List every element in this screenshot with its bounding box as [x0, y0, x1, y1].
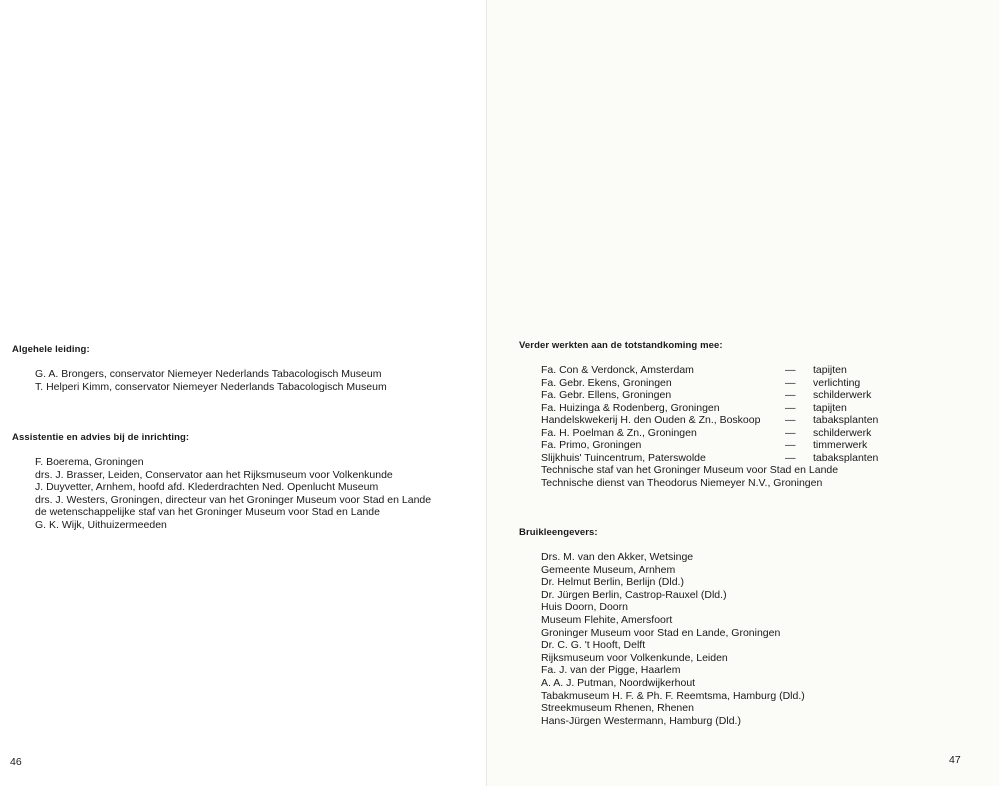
table-row — [541, 414, 760, 426]
list-item: Drs. M. van den Akker, Wetsinge — [541, 551, 694, 563]
list-item: Streekmuseum Rhenen, Rhenen — [541, 702, 694, 715]
heading-bruikleengevers: Bruikleengevers: — [519, 527, 598, 538]
list-item: drs. J. Westers, Groningen, directeur van het Groninger Museum voor Stad en Lande — [35, 493, 432, 506]
contributor-name: Fa. Gebr. Ekens, Groningen — [541, 376, 672, 389]
contributor-role: tabaksplanten — [813, 451, 879, 464]
contributor-name: Fa. H. Poelman & Zn., Groningen — [541, 426, 697, 439]
list-item: F. Boerema, Groningen — [35, 456, 144, 468]
heading-assistentie: Assistentie en advies bij de inrichting: — [12, 432, 190, 443]
page-number-left: 46 — [10, 756, 22, 768]
dash: — — [785, 439, 796, 451]
list-item: Huis Doorn, Doorn — [541, 601, 628, 614]
dash: — — [785, 401, 796, 414]
contributor-role: tapijten — [813, 401, 847, 414]
bruikleengevers-list — [541, 551, 805, 727]
verder-extra-lines — [541, 464, 838, 489]
dash: — — [785, 414, 796, 426]
list-item: Rijksmuseum voor Volkenkunde, Leiden — [541, 651, 728, 664]
list-item: T. Helperi Kimm, conservator Niemeyer Nederlands Tabacologisch Museum — [35, 380, 387, 393]
list-item: J. Duyvetter, Arnhem, hoofd afd. Klederdrachten Ned. Openlucht Museum — [35, 481, 379, 494]
list-item: drs. J. Brasser, Leiden, Conservator aan het Rijksmuseum voor Volkenkunde — [35, 468, 393, 481]
table-row — [541, 452, 706, 464]
contributor-name: Fa. Con & Verdonck, Amsterdam — [541, 364, 694, 376]
algehele-leiding-list — [35, 368, 387, 393]
left-page — [0, 0, 487, 786]
right-page — [487, 0, 999, 786]
list-item: Dr. Helmut Berlin, Berlijn (Dld.) — [541, 576, 684, 589]
contributor-role: tabaksplanten — [813, 414, 879, 426]
contributor-role: schilderwerk — [813, 389, 872, 401]
assistentie-list — [35, 456, 431, 532]
list-item: Museum Flehite, Amersfoort — [541, 613, 673, 626]
table-row — [541, 402, 720, 414]
list-item: Dr. Jürgen Berlin, Castrop-Rauxel (Dld.) — [541, 588, 727, 601]
table-row — [541, 377, 672, 389]
list-item: Hans-Jürgen Westermann, Hamburg (Dld.) — [541, 714, 741, 727]
dash: — — [785, 389, 796, 401]
list-item: Fa. J. van der Pigge, Haarlem — [541, 664, 681, 677]
table-row — [541, 427, 697, 439]
contributor-role: verlichting — [813, 376, 861, 389]
list-item: de wetenschappelijke staf van het Groninger Museum voor Stad en Lande — [35, 506, 380, 519]
list-item: A. A. J. Putman, Noordwijkerhout — [541, 676, 696, 689]
contributor-name: Handelskwekerij H. den Ouden & Zn., Boskoop — [541, 414, 761, 426]
dash: — — [785, 364, 796, 376]
dash: — — [785, 376, 796, 389]
contributor-name: Slijkhuis' Tuincentrum, Paterswolde — [541, 451, 706, 464]
list-item: Technische dienst van Theodorus Niemeyer N.V., Groningen — [541, 476, 823, 489]
list-item: G. A. Brongers, conservator Niemeyer Nederlands Tabacologisch Museum — [35, 368, 382, 380]
list-item: Technische staf van het Groninger Museum voor Stad en Lande — [541, 464, 839, 476]
table-row — [541, 389, 671, 401]
list-item: Tabakmuseum H. F. & Ph. F. Reemtsma, Hamburg (Dld.) — [541, 689, 805, 702]
contributor-role: timmerwerk — [813, 439, 868, 451]
contributor-role: tapijten — [813, 364, 847, 376]
contributor-name: Fa. Huizinga & Rodenberg, Groningen — [541, 401, 720, 414]
table-row — [541, 439, 641, 451]
list-item: Dr. C. G. 't Hooft, Delft — [541, 639, 646, 652]
dash: — — [785, 426, 796, 439]
page-number-right: 47 — [949, 754, 961, 766]
table-row — [541, 364, 694, 376]
heading-verder-werkten: Verder werkten aan de totstandkoming mee: — [519, 340, 723, 351]
list-item: G. K. Wijk, Uithuizermeeden — [35, 518, 167, 531]
heading-algehele-leiding: Algehele leiding: — [12, 344, 90, 355]
contributor-name: Fa. Gebr. Ellens, Groningen — [541, 389, 672, 401]
list-item: Groninger Museum voor Stad en Lande, Groningen — [541, 626, 781, 639]
dash: — — [785, 451, 796, 464]
list-item: Gemeente Museum, Arnhem — [541, 563, 676, 576]
contributor-name: Fa. Primo, Groningen — [541, 439, 642, 451]
contributor-role: schilderwerk — [813, 426, 872, 439]
